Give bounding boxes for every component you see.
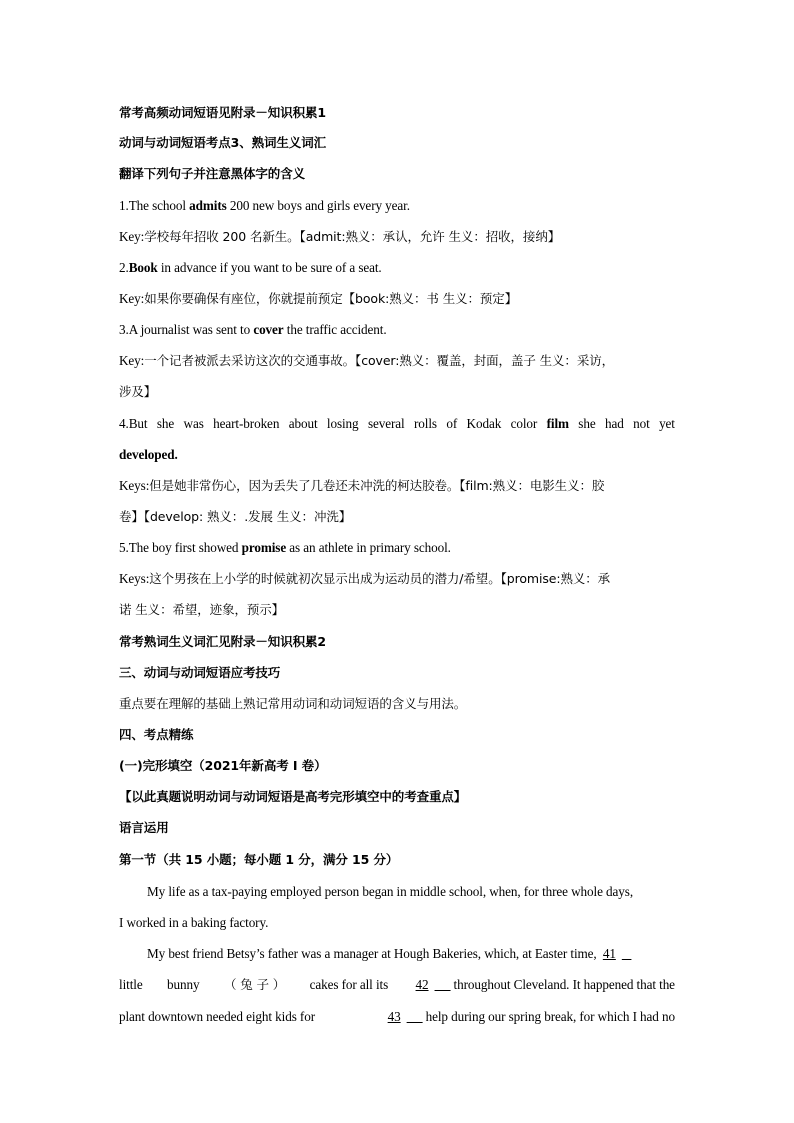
language-use-heading: 语言运用 [119,820,169,835]
chinese-gloss: （ 兔 子 ） [223,977,286,992]
word: bunny [167,977,200,992]
bold-keyword: film [546,416,569,431]
item-5-key [119,570,675,588]
item-number: 3. [119,322,129,337]
bold-keyword: promise [241,540,287,555]
item-2-key [119,290,675,308]
heading-point3: 动词与动词短语考点3、熟词生义词汇 [119,135,326,150]
passage-text: My best friend Betsy’s father was a manager at Hough Bakeries, which, at Easter time, [147,946,597,961]
sentence-text: A journalist was sent to [128,322,254,337]
word: heart-broken [213,416,280,431]
word: little [119,977,143,992]
key-text: 学校每年招收 200 名新生。【admit:熟义：承认，允许 生义：招收，接纳】 [144,229,561,244]
item-3-sentence [119,321,675,339]
cloze-title: (一)完形填空（2021年新高考 I 卷） [119,758,327,773]
item-4-first-word [119,415,147,433]
passage-p1-line2: I worked in a baking factory. [119,915,269,930]
skills-text: 重点要在理解的基础上熟记常用动词和动词短语的含义与用法。 [119,696,467,711]
sentence-text: the traffic accident. [283,322,387,337]
passage-p2-line1 [119,945,675,963]
word: about [288,416,318,431]
key-label: Key: [119,353,145,368]
sentence-text: The boy first showed [128,540,242,555]
word: not [633,416,650,431]
item-4-sentence [119,415,675,433]
word: rolls [414,416,437,431]
blank-underline [432,977,454,992]
passage-text: help during our spring break, for which I had no [425,1009,675,1024]
passage-text: cakes for all its [309,977,389,992]
blank-42-group [413,976,675,994]
word: she [156,416,175,431]
item-4-key-cont: 卷】【develop: 熟义：.发展 生义：冲洗】 [119,509,352,524]
key-text: 但是她非常伤心，因为丢失了几卷还未冲洗的柯达胶卷。【film:熟义：电影生义：胶 [149,478,605,493]
item-2-sentence [119,259,675,277]
key-label: Keys: [119,478,150,493]
word: yet [659,416,675,431]
passage-p2-line2 [119,976,675,994]
heading-appendix1: 常考高频动词短语见附录－知识积累1 [119,105,326,120]
item-5-sentence [119,539,675,557]
bold-keyword: Book [128,260,158,275]
item-number: 5. [119,540,129,555]
blank-43-group [385,1008,675,1026]
word: had [604,416,624,431]
passage-text: plant downtown needed eight kids for [119,1009,316,1024]
item-number: 1. [119,198,129,213]
bold-keyword: cover [253,322,284,337]
item-number: 2. [119,260,129,275]
passage-p2-line3 [119,1008,675,1026]
word: she [578,416,596,431]
word: of [446,416,458,431]
item-4-key [119,477,675,495]
heading-appendix2: 常考熟词生义词汇见附录－知识积累2 [119,634,326,649]
sentence-text: The school [128,198,190,213]
item-1-key [119,228,675,246]
key-label: Key: [119,229,145,244]
sentence-text: as an athlete in primary school. [286,540,451,555]
word: color [510,416,538,431]
key-label: Key: [119,291,145,306]
key-text: 这个男孩在上小学的时候就初次显示出成为运动员的潜力/希望。【promise:熟义：承 [149,571,611,586]
practice-title: 四、考点精练 [119,727,194,742]
blank-41[interactable]: 41 [602,946,616,961]
bold-keyword: admits [189,198,227,213]
item-4-sentence-cont: developed. [119,447,178,462]
blank-underline [619,946,635,961]
item-1-sentence [119,197,675,215]
passage-p1-line1: My life as a tax-paying employed person began in middle school, when, for three whole days, [147,884,634,899]
sentence-text: in advance if you want to be sure of a seat. [157,260,382,275]
heading-instruction: 翻译下列句子并注意黑体字的含义 [119,166,306,181]
key-text: 如果你要确保有座位，你就提前预定【book:熟义：书 生义：预定】 [144,291,518,306]
item-3-key [119,352,675,370]
key-text: 一个记者被派去采访这次的交通事故。【cover:熟义：覆盖，封面，盖子 生义：采访， [144,353,615,368]
item-3-key-cont: 涉及】 [119,384,157,399]
item-number: 4. [119,416,129,431]
word: Kodak [466,416,502,431]
part1-heading: 第一节（共 15 小题；每小题 1 分，满分 15 分） [119,852,399,867]
word: But [128,416,148,431]
blank-42[interactable]: 42 [415,977,429,992]
blank-underline [404,1009,426,1024]
item-5-key-cont: 诺 生义：希望，迹象，预示】 [119,602,285,617]
sentence-text: 200 new boys and girls every year. [226,198,410,213]
blank-43[interactable]: 43 [387,1009,401,1024]
skills-title: 三、动词与动词短语应考技巧 [119,665,281,680]
word: several [367,416,405,431]
cloze-note: 【以此真题说明动词与动词短语是高考完形填空中的考查重点】 [119,789,467,804]
passage-text: throughout Cleveland. It happened that the [453,977,675,992]
word: was [183,416,204,431]
key-label: Keys: [119,571,150,586]
word: losing [326,416,359,431]
